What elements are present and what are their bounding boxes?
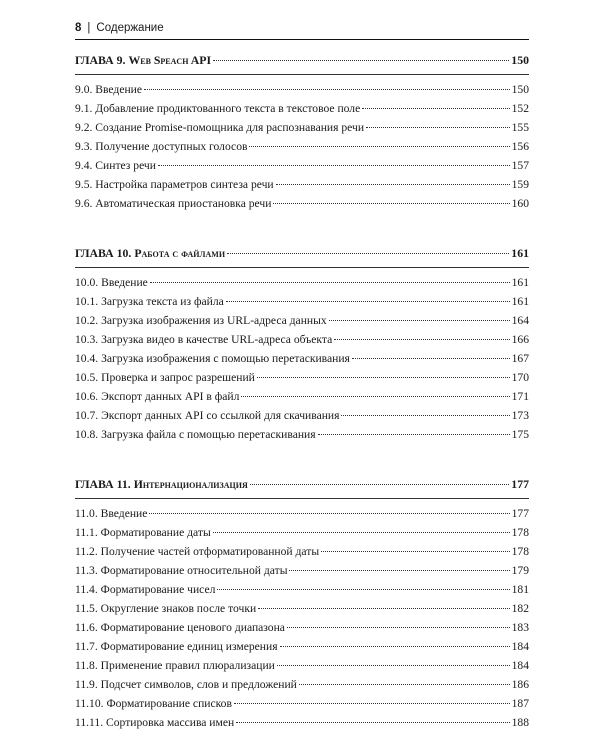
chapter-page: 150 — [511, 53, 529, 67]
entry-text: Создание Promise-помощника для распознавания речи — [95, 121, 365, 134]
entry-number: 10.3. — [75, 333, 99, 346]
entry-title — [75, 694, 232, 713]
dot-leader — [273, 203, 509, 204]
entry-text: Применение правил плюрализации — [100, 659, 275, 672]
entry-number: 10.2. — [75, 314, 99, 327]
entry-text: Введение — [100, 507, 148, 520]
chapter-name: Работа с файлами — [134, 246, 226, 260]
entry-title — [75, 637, 278, 656]
entry-page: 157 — [511, 159, 529, 172]
entry-number: 11.11. — [75, 716, 104, 729]
entry-page: 167 — [511, 352, 529, 365]
dot-leader — [362, 108, 509, 109]
entry-page: 164 — [511, 314, 529, 327]
dot-leader — [289, 570, 509, 571]
dot-leader — [144, 89, 510, 90]
entry-page: 183 — [511, 621, 529, 634]
entry-text: Форматирование чисел — [100, 583, 216, 596]
entry-text: Форматирование единиц измерения — [100, 640, 278, 653]
entry-title — [75, 618, 285, 637]
entry-title — [75, 273, 148, 292]
toc-entry[interactable] — [75, 618, 529, 637]
toc-entry[interactable] — [75, 330, 529, 349]
entry-page: 155 — [511, 121, 529, 134]
dot-leader — [217, 589, 509, 590]
entry-text: Загрузка текста из файла — [101, 295, 224, 308]
entry-title — [75, 425, 316, 444]
entry-text: Получение частей отформатированной даты — [100, 545, 320, 558]
entry-title — [75, 330, 332, 349]
entry-number: 9.4. — [75, 159, 93, 172]
chapter-title — [75, 243, 225, 263]
entry-title — [75, 137, 247, 156]
dot-leader — [150, 282, 510, 283]
toc-entry[interactable] — [75, 137, 529, 156]
toc-entry[interactable] — [75, 194, 529, 213]
dot-leader — [366, 127, 510, 128]
entry-text: Загрузка файла с помощью перетаскивания — [101, 428, 316, 441]
entry-text: Получение доступных голосов — [95, 140, 248, 153]
entry-title — [75, 156, 156, 175]
dot-leader — [227, 253, 509, 254]
chapter-section — [75, 243, 529, 444]
header-separator: | — [87, 22, 91, 34]
dot-leader — [287, 627, 510, 628]
entry-page: 171 — [511, 390, 529, 403]
entry-number: 10.0. — [75, 276, 99, 289]
dot-leader — [213, 532, 510, 533]
toc-entry[interactable] — [75, 542, 529, 561]
dot-leader — [329, 320, 510, 321]
entry-text: Подсчет символов, слов и предложений — [100, 678, 297, 691]
entry-page: 173 — [511, 409, 529, 422]
entry-number: 11.10. — [75, 697, 104, 710]
entry-number: 11.6. — [75, 621, 98, 634]
entry-page: 166 — [511, 333, 529, 346]
entry-page: 152 — [511, 102, 529, 115]
toc-entry[interactable] — [75, 156, 529, 175]
entry-number: 9.1. — [75, 102, 93, 115]
entry-title — [75, 656, 275, 675]
entry-page: 184 — [511, 640, 529, 653]
entry-title — [75, 368, 255, 387]
toc-entry[interactable] — [75, 713, 529, 732]
entry-title — [75, 311, 327, 330]
chapter-title — [75, 474, 248, 494]
toc-entry[interactable] — [75, 656, 529, 675]
entry-number: 10.8. — [75, 428, 99, 441]
toc-entry[interactable] — [75, 637, 529, 656]
chapter-section — [75, 474, 529, 732]
entry-title — [75, 580, 215, 599]
chapter-label: ГЛАВА 9. — [75, 53, 126, 67]
entry-text: Введение — [95, 83, 143, 96]
toc-entry[interactable] — [75, 175, 529, 194]
chapter-rule — [75, 267, 529, 268]
toc-entry[interactable] — [75, 523, 529, 542]
entry-text: Загрузка изображения с помощью перетаскивания — [101, 352, 350, 365]
entry-number: 9.0. — [75, 83, 93, 96]
dot-leader — [341, 415, 509, 416]
entry-page: 161 — [511, 276, 529, 289]
entry-text: Экспорт данных API со ссылкой для скачивания — [101, 409, 340, 422]
entry-page: 159 — [511, 178, 529, 191]
entry-page: 181 — [511, 583, 529, 596]
running-head — [75, 20, 535, 36]
entry-page: 178 — [511, 526, 529, 539]
dot-leader — [226, 301, 510, 302]
dot-leader — [250, 484, 510, 485]
dot-leader — [276, 184, 510, 185]
dot-leader — [258, 608, 509, 609]
dot-leader — [158, 165, 510, 166]
dot-leader — [236, 722, 509, 723]
entry-number: 10.7. — [75, 409, 99, 422]
entry-title — [75, 118, 364, 137]
entry-number: 11.4. — [75, 583, 98, 596]
entry-page: 179 — [511, 564, 529, 577]
dot-leader — [234, 703, 510, 704]
chapter-rule — [75, 74, 529, 75]
toc-entry[interactable] — [75, 273, 529, 292]
entry-title — [75, 406, 339, 425]
dot-leader — [249, 146, 509, 147]
chapter-title — [75, 50, 211, 70]
entry-page: 186 — [511, 678, 529, 691]
entry-text: Настройка параметров синтеза речи — [95, 178, 274, 191]
dot-leader — [280, 646, 510, 647]
entry-title — [75, 599, 256, 618]
entry-page: 184 — [511, 659, 529, 672]
entry-number: 9.5. — [75, 178, 93, 191]
entry-page: 187 — [511, 697, 529, 710]
entry-title — [75, 523, 211, 542]
entry-text: Экспорт данных API в файл — [101, 390, 240, 403]
entry-text: Сортировка массива имен — [106, 716, 235, 729]
entry-title — [75, 99, 360, 118]
dot-leader — [352, 358, 510, 359]
entry-page: 161 — [511, 295, 529, 308]
toc-entry[interactable] — [75, 118, 529, 137]
entry-number: 9.2. — [75, 121, 93, 134]
entry-number: 9.6. — [75, 197, 93, 210]
chapter-heading[interactable] — [75, 243, 529, 263]
entry-title — [75, 175, 274, 194]
entry-text: Синтез речи — [95, 159, 156, 172]
dot-leader — [321, 551, 509, 552]
chapter-heading[interactable] — [75, 50, 529, 70]
toc-entry[interactable] — [75, 387, 529, 406]
chapter-label: ГЛАВА 10. — [75, 246, 132, 260]
entry-text: Автоматическая приостановка речи — [95, 197, 272, 210]
entry-page: 175 — [511, 428, 529, 441]
dot-leader — [213, 60, 509, 61]
toc-entry[interactable] — [75, 425, 529, 444]
table-of-contents — [75, 50, 529, 732]
toc-entry[interactable] — [75, 292, 529, 311]
entry-page: 160 — [511, 197, 529, 210]
toc-entry[interactable] — [75, 675, 529, 694]
entry-title — [75, 292, 224, 311]
entry-title — [75, 504, 147, 523]
entry-page: 156 — [511, 140, 529, 153]
entry-number: 11.8. — [75, 659, 98, 672]
toc-entry[interactable] — [75, 99, 529, 118]
toc-entry[interactable] — [75, 504, 529, 523]
entry-number: 11.9. — [75, 678, 98, 691]
chapter-heading[interactable] — [75, 474, 529, 494]
toc-entry[interactable] — [75, 311, 529, 330]
chapter-name: Web Speach API — [128, 53, 212, 67]
chapter-page: 177 — [511, 477, 529, 491]
entry-text: Форматирование ценового диапазона — [100, 621, 285, 634]
entry-text: Загрузка видео в качестве URL-адреса объекта — [101, 333, 333, 346]
entry-number: 11.0. — [75, 507, 98, 520]
entry-number: 11.1. — [75, 526, 98, 539]
dot-leader — [149, 513, 509, 514]
entry-number: 11.2. — [75, 545, 98, 558]
entry-number: 10.6. — [75, 390, 99, 403]
entry-number: 11.3. — [75, 564, 98, 577]
dot-leader — [299, 684, 510, 685]
entry-title — [75, 561, 287, 580]
toc-entry[interactable] — [75, 80, 529, 99]
entry-text: Загрузка изображения из URL-адреса данных — [101, 314, 327, 327]
entry-page: 177 — [511, 507, 529, 520]
entry-text: Введение — [101, 276, 148, 289]
entry-page: 188 — [511, 716, 529, 729]
entry-text: Форматирование относительной даты — [100, 564, 288, 577]
chapter-section — [75, 50, 529, 213]
entry-title — [75, 194, 271, 213]
entry-title — [75, 349, 350, 368]
entry-text: Форматирование даты — [100, 526, 211, 539]
entry-text: Округление знаков после точки — [100, 602, 257, 615]
entry-number: 11.5. — [75, 602, 98, 615]
toc-entry[interactable] — [75, 599, 529, 618]
entry-title — [75, 80, 142, 99]
entry-number: 9.3. — [75, 140, 93, 153]
toc-entry[interactable] — [75, 349, 529, 368]
entry-number: 10.1. — [75, 295, 99, 308]
toc-entry[interactable] — [75, 694, 529, 713]
toc-entry[interactable] — [75, 561, 529, 580]
header-rule — [75, 39, 529, 40]
entry-title — [75, 542, 319, 561]
entry-number: 10.5. — [75, 371, 99, 384]
dot-leader — [241, 396, 509, 397]
entry-page: 150 — [511, 83, 529, 96]
entry-title — [75, 713, 234, 732]
dot-leader — [277, 665, 510, 666]
entry-text: Форматирование списков — [106, 697, 232, 710]
chapter-page: 161 — [511, 246, 529, 260]
dot-leader — [257, 377, 510, 378]
page-title: Содержание — [96, 22, 164, 34]
entry-text: Проверка и запрос разрешений — [101, 371, 255, 384]
toc-entry[interactable] — [75, 580, 529, 599]
entry-page: 170 — [511, 371, 529, 384]
entry-title — [75, 675, 297, 694]
entry-page: 178 — [511, 545, 529, 558]
chapter-label: ГЛАВА 11. — [75, 477, 131, 491]
chapter-name: Интернационализация — [133, 477, 248, 491]
page-number: 8 — [75, 22, 82, 34]
entry-title — [75, 387, 239, 406]
entry-number: 11.7. — [75, 640, 98, 653]
entry-page: 182 — [511, 602, 529, 615]
dot-leader — [334, 339, 509, 340]
entry-text: Добавление продиктованного текста в текстовое поле — [95, 102, 361, 115]
toc-entry[interactable] — [75, 406, 529, 425]
dot-leader — [318, 434, 510, 435]
entry-number: 10.4. — [75, 352, 99, 365]
chapter-rule — [75, 498, 529, 499]
toc-entry[interactable] — [75, 368, 529, 387]
